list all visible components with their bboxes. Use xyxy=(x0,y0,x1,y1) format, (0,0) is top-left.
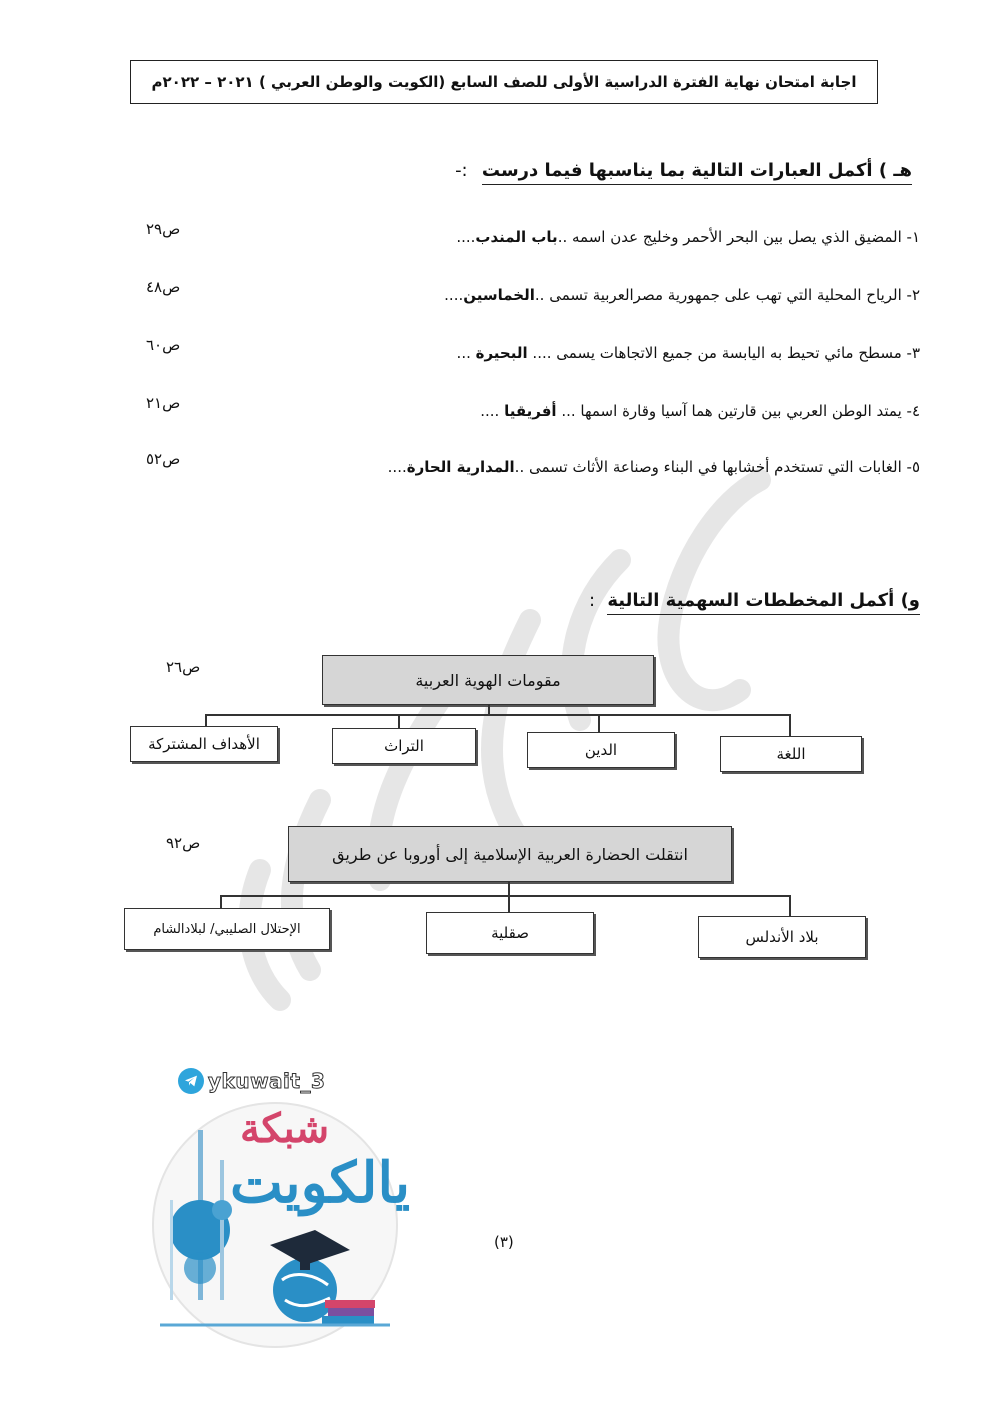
diagram1-ref: ص٢٦ xyxy=(166,658,201,676)
diagram1-child-text: الأهداف المشتركة xyxy=(148,735,260,753)
question-tail: ... xyxy=(456,344,476,362)
diagram2-drop-3 xyxy=(220,895,222,909)
page-ref-4: ص٢١ xyxy=(146,394,181,412)
diagram1-child-4 xyxy=(130,726,278,762)
header-title: اجابة امتحان نهاية الفترة الدراسية الأولى للصف السابع (الكويت والوطن العربي ) ٢٠٢١ – ٢٠٢٢م xyxy=(151,73,857,91)
diagram2-child-2 xyxy=(426,912,594,954)
diagram2-main-box xyxy=(288,826,732,882)
question-answer: البحيرة xyxy=(475,344,528,362)
page-ref-5: ص٥٢ xyxy=(146,450,181,468)
question-tail: .... xyxy=(387,458,407,476)
question-answer: باب المندب xyxy=(475,228,558,246)
diagram1-hline xyxy=(205,714,790,716)
diagram1-drop-2 xyxy=(598,714,600,734)
section-h-heading-suffix: :- xyxy=(455,160,468,181)
diagram2-child-text: بلاد الأندلس xyxy=(745,928,819,946)
logo-text-line1: شبكة xyxy=(240,1105,330,1152)
diagram1-child-3 xyxy=(332,728,476,764)
diagram2-connector xyxy=(508,882,510,896)
question-tail: .... xyxy=(480,402,505,420)
diagram2-ref: ص٩٢ xyxy=(166,834,201,852)
page-ref-2: ص٤٨ xyxy=(146,278,181,296)
diagram2-child-1 xyxy=(698,916,866,958)
diagram1-child-2 xyxy=(527,732,675,768)
diagram2-drop-1 xyxy=(789,895,791,917)
question-tail: .... xyxy=(456,228,476,246)
question-text: ٣- مسطح مائي تحيط به اليابسة من جميع الاتجاهات يسمى .... xyxy=(527,344,920,362)
diagram1-main-text: مقومات الهوية العربية xyxy=(415,670,561,690)
question-2 xyxy=(444,286,920,304)
question-text: ٤- يمتد الوطن العربي بين قارتين هما آسيا وقارة اسمها ... xyxy=(556,402,920,420)
section-w-heading-suffix: : xyxy=(588,590,596,611)
diagram2-child-text: صقلية xyxy=(491,924,529,942)
question-3 xyxy=(457,344,920,362)
diagram1-child-1 xyxy=(720,736,862,772)
diagram2-drop-2 xyxy=(508,895,510,913)
question-answer: أفريقيا xyxy=(504,402,557,420)
diagram1-drop-1 xyxy=(789,714,791,738)
diagram1-child-text: التراث xyxy=(384,737,424,755)
question-answer: الخماسين xyxy=(463,286,535,304)
page-ref-3: ص٦٠ xyxy=(146,336,181,354)
question-text: ٢- الرياح المحلية التي تهب على جمهورية مصرالعربية تسمى .. xyxy=(534,286,920,304)
page-ref-1: ص٢٩ xyxy=(146,220,181,238)
question-5 xyxy=(388,458,920,476)
section-w-heading xyxy=(589,590,920,611)
section-h-heading xyxy=(455,160,912,181)
diagram1-child-text: اللغة xyxy=(776,745,806,763)
question-text: ٥- الغابات التي تستخدم أخشابها في البناء وصناعة الأثاث تسمى .. xyxy=(514,458,920,476)
question-answer: المدارية الحارة xyxy=(406,458,515,476)
section-h-heading-text: هـ ) أكمل العبارات التالية بما يناسبها فيما درست xyxy=(482,160,912,185)
page-number: (٣) xyxy=(494,1233,514,1251)
telegram-handle-text: ykuwait_3 xyxy=(208,1069,326,1093)
diagram1-child-text: الدين xyxy=(584,741,618,759)
section-w-heading-text: و) أكمل المخططات السهمية التالية xyxy=(607,590,920,615)
question-text: ١- المضيق الذي يصل بين البحر الأحمر وخليج عدن اسمه .. xyxy=(557,228,920,246)
logo-text-line2: يالكويت xyxy=(230,1150,411,1216)
header-title-box xyxy=(130,60,878,104)
diagram2-main-text: انتقلت الحضارة العربية الإسلامية إلى أوروبا عن طريق xyxy=(332,844,688,864)
diagram1-main-box xyxy=(322,655,654,705)
question-4 xyxy=(480,402,920,420)
diagram2-hline xyxy=(220,895,790,897)
telegram-icon xyxy=(178,1068,204,1094)
question-1 xyxy=(456,228,920,246)
question-tail: .... xyxy=(444,286,464,304)
diagram2-child-3 xyxy=(124,908,330,950)
books-icon xyxy=(322,1300,375,1324)
diagram2-child-text: الإحتلال الصليبي/ لبلادالشام xyxy=(153,921,301,937)
telegram-handle xyxy=(178,1068,325,1094)
